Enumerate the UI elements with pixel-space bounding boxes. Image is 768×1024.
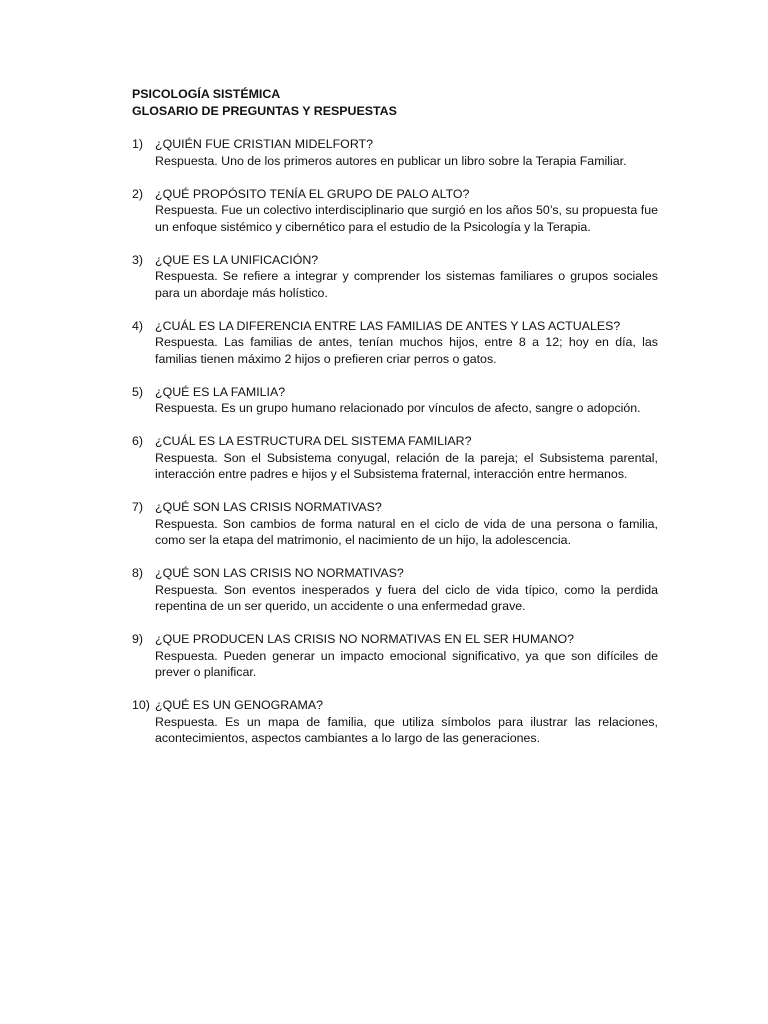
question-number: 2) xyxy=(132,186,144,201)
answer-text: Respuesta. Son eventos inesperados y fuera del ciclo de vida típico, como la perdida repentina de un ser querido, un accidente o una enfermedad grave. xyxy=(155,582,658,613)
question-text: ¿QUÉ ES LA FAMILIA? xyxy=(155,384,286,399)
question-text: ¿QUIÉN FUE CRISTIAN MIDELFORT? xyxy=(155,137,374,151)
question-text: ¿CUÁL ES LA DIFERENCIA ENTRE LAS FAMILIAS DE ANTES Y LAS ACTUALES? xyxy=(155,318,621,333)
question-text: ¿QUÉ ES UN GENOGRAMA? xyxy=(155,698,323,712)
question-number: 5) xyxy=(132,384,144,399)
question-item-1 xyxy=(132,136,658,169)
question-item-7 xyxy=(132,499,658,549)
question-item-5 xyxy=(132,384,658,417)
question-item-3 xyxy=(132,252,658,302)
question-text: ¿QUE PRODUCEN LAS CRISIS NO NORMATIVAS EN EL SER HUMANO? xyxy=(155,632,575,646)
question-number: 7) xyxy=(132,500,144,514)
question-text: ¿CUÁL ES LA ESTRUCTURA DEL SISTEMA FAMILIAR? xyxy=(155,434,472,448)
question-number: 6) xyxy=(132,434,144,448)
answer-text: Respuesta. Uno de los primeros autores en publicar un libro sobre la Terapia Familiar. xyxy=(155,153,627,168)
answer-text: Respuesta. Las familias de antes, tenían muchos hijos, entre 8 a 12; hoy en día, las familias tienen máximo 2 hijos o prefieren criar perros o gatos. xyxy=(155,335,658,366)
question-number: 9) xyxy=(132,632,144,646)
question-item-10 xyxy=(132,697,658,747)
question-number: 4) xyxy=(132,318,144,333)
question-text: ¿QUÉ SON LAS CRISIS NO NORMATIVAS? xyxy=(155,566,404,580)
document-header xyxy=(132,86,662,119)
question-item-9 xyxy=(132,631,658,681)
answer-text: Respuesta. Es un grupo humano relacionado por vínculos de afecto, sangre o adopción. xyxy=(155,401,641,415)
question-text: ¿QUÉ PROPÓSITO TENÍA EL GRUPO DE PALO ALTO? xyxy=(155,186,470,201)
answer-text: Respuesta. Es un mapa de familia, que utiliza símbolos para ilustrar las relaciones, acontecimientos, aspectos cambiantes a lo largo de las generaciones. xyxy=(155,714,658,745)
question-item-6 xyxy=(132,433,658,483)
answer-text: Respuesta. Son cambios de forma natural en el ciclo de vida de una persona o familia, como ser la etapa del matrimonio, el nacimiento de un hijo, la adolescencia. xyxy=(155,516,658,547)
question-item-4 xyxy=(132,318,658,368)
question-number: 8) xyxy=(132,566,144,580)
question-list xyxy=(132,136,658,763)
document-subtitle: GLOSARIO DE PREGUNTAS Y RESPUESTAS xyxy=(132,103,397,118)
question-item-2 xyxy=(132,186,658,236)
question-number: 3) xyxy=(132,252,144,267)
question-number: 1) xyxy=(132,137,144,151)
question-item-8 xyxy=(132,565,658,615)
question-number: 10) xyxy=(132,698,150,712)
question-text: ¿QUE ES LA UNIFICACIÓN? xyxy=(155,252,319,267)
answer-text: Respuesta. Son el Subsistema conyugal, relación de la pareja; el Subsistema parental, interacción entre padres e hijos y el Subsistema fraternal, interacción entre hermanos. xyxy=(155,450,658,481)
answer-text: Respuesta. Pueden generar un impacto emocional significativo, ya que son difíciles de prever o planificar. xyxy=(155,648,658,679)
answer-text: Respuesta. Se refiere a integrar y comprender los sistemas familiares o grupos sociales para un abordaje más holístico. xyxy=(155,269,658,300)
answer-text: Respuesta. Fue un colectivo interdisciplinario que surgió en los años 50’s, su propuesta fue un enfoque sistémico y cibernético para el estudio de la Psicología y la Terapia. xyxy=(155,203,658,234)
document-title: PSICOLOGÍA SISTÉMICA xyxy=(132,87,281,101)
question-text: ¿QUÉ SON LAS CRISIS NORMATIVAS? xyxy=(155,500,382,514)
